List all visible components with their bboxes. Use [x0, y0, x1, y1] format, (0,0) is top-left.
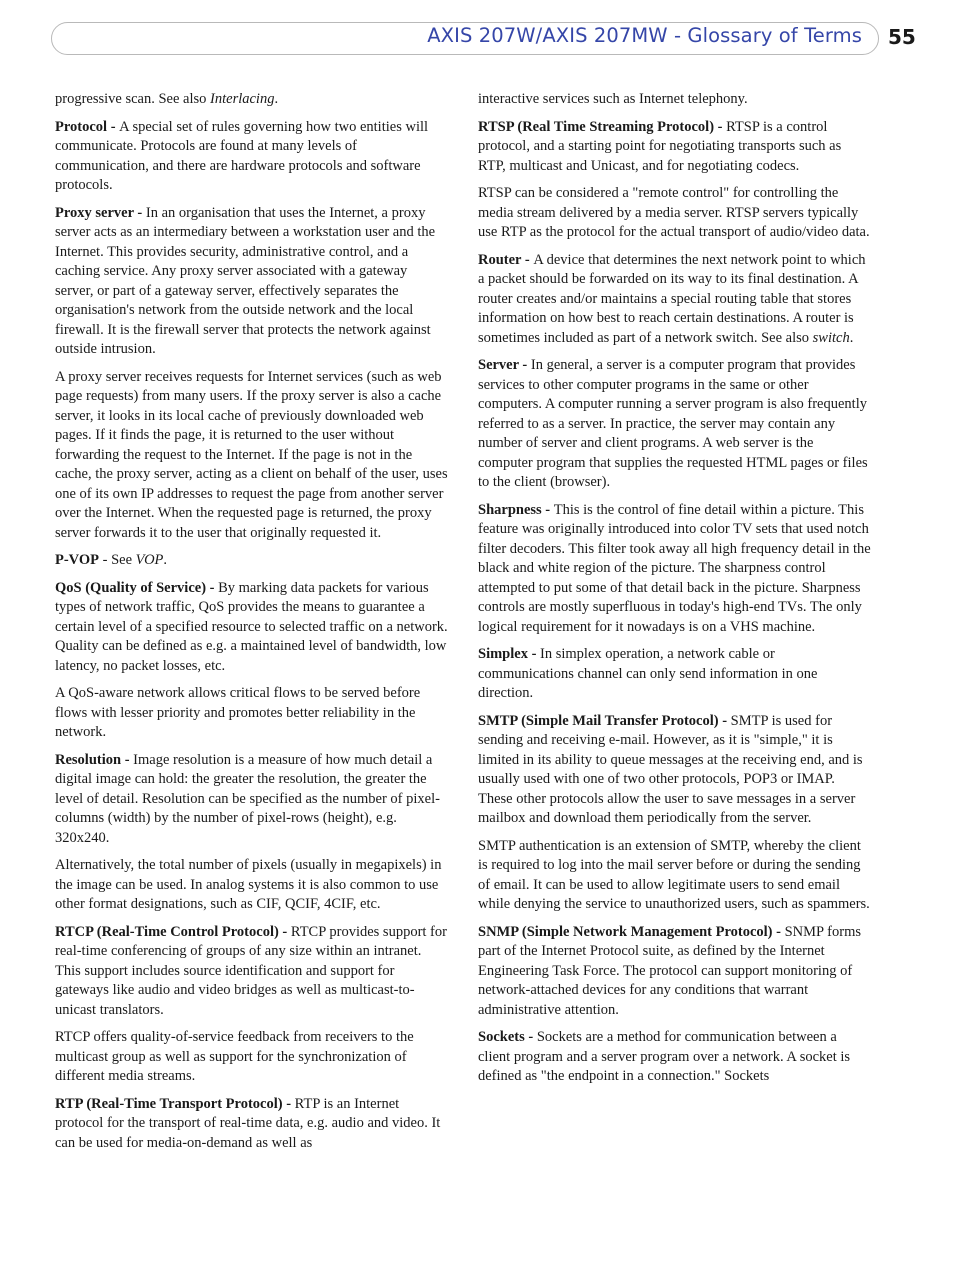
- term-sockets: Sockets -: [478, 1029, 537, 1045]
- term-qos: QoS (Quality of Service) -: [55, 579, 219, 596]
- term-snmp: SNMP (Simple Network Management Protocol) -: [478, 923, 785, 940]
- paragraph-smtp-2: SMTP authentication is an extension of SMTP, whereby the client is required to log into the mail server before or during the sending of email. It can be used to allow legitimate users to send email while denying the service to unauthorized users, such as spammers.: [478, 837, 870, 912]
- page-title: AXIS 207W/AXIS 207MW - Glossary of Terms: [427, 24, 862, 47]
- entry-protocol: Protocol - A special set of rules governing how two entities will communicate. Protocols are found at many levels of communication, and there are hardware protocols and software protocols.: [55, 118, 429, 193]
- entry-simplex: Simplex - In simplex operation, a network cable or communications channel can only send information in one direction.: [478, 646, 818, 701]
- paragraph-qos-2: A QoS-aware network allows critical flows to be served before flows with lesser priority and promotes better reliability in the network.: [55, 685, 421, 740]
- entry-server: Server - In general, a server is a computer program that provides services to other computer programs in the same or other computers. A computer running a server program is also frequently referred to as a server. In practice, the server may contain any number of server and client programs. A web server is the computer program that supplies the requested HTML pages or files to the client (browser).: [478, 357, 868, 490]
- paragraph-progressive-scan: progressive scan. See also Interlacing.: [55, 91, 279, 107]
- term-protocol: Protocol -: [55, 118, 120, 135]
- left-column: [55, 90, 448, 1161]
- entry-snmp: SNMP (Simple Network Management Protocol) - SNMP forms part of the Internet Protocol suite, as defined by the Internet Engineering Task Force. The protocol can support monitoring of network-attached devices for any conditions that warrant administrative attention.: [478, 923, 862, 1018]
- page-number: 55: [888, 25, 916, 49]
- entry-sockets: Sockets - Sockets are a method for communication between a client program and a server program over a network. A socket is defined as "the endpoint in a connection." Sockets: [478, 1029, 851, 1084]
- entry-resolution: Resolution - Image resolution is a measure of how much detail a digital image can hold: the greater the resolution, the greater the level of detail. Resolution can be specified as the number of pixel-columns (width) by the number of pixel-rows (height), e.g. 320x240.: [55, 751, 440, 846]
- entry-p-vop: P-VOP - See VOP.: [55, 552, 168, 568]
- term-simplex: Simplex -: [478, 646, 541, 662]
- paragraph-rtsp-2: RTSP can be considered a "remote control" for controlling the media stream delivered by a media server. RTSP servers typically use RTP as the protocol for the actual transport of audio/video data.: [478, 185, 870, 240]
- term-smtp: SMTP (Simple Mail Transfer Protocol) -: [478, 712, 731, 729]
- entry-rtsp: RTSP (Real Time Streaming Protocol) - RTSP is a control protocol, and a starting point for negotiating transports such as RTP, multicast and Unicast, and for negotiating codecs.: [478, 118, 842, 174]
- paragraph-proxy-server-2: A proxy server receives requests for Internet services (such as web page requests) from many users. If the proxy server is also a cache server, it looks in its local cache of previously downloaded web pages. If it finds the page, it is returned to the user without forwarding the request to the Internet. If the page is not in the cache, the proxy server, acting as a client on behalf of the user, uses one of its own IP addresses to request the page from another server over the Internet. When the requested page is returned, the proxy server forwards it to the user that originally requested it.: [55, 368, 448, 541]
- term-sharpness: Sharpness -: [478, 501, 554, 518]
- entry-proxy-server: Proxy server - In an organisation that uses the Internet, a proxy server acts as an intermediary between a workstation user and the Internet. This provides security, administrative control, and a caching service. Any proxy server associated with a gateway server, or part of a gateway server, effectively separates the organisation's network from the outside network and the local firewall. It is the firewall server that protects the network against outside intrusion.: [55, 204, 436, 357]
- entry-sharpness: Sharpness - This is the control of fine detail within a picture. This feature was originally introduced into color TV sets that used notch filter decoders. This filter took away all high frequency detail in the black and white region of the picture. The sharpness control attempted to put some of that detail back in the picture. Sharpness controls are mostly superfluous in today's high-end TVs. The only logical requirement for it nowadays is on a VHS machine.: [478, 501, 871, 635]
- vop-link: VOP: [135, 552, 164, 568]
- term-rtp: RTP (Real-Time Transport Protocol) -: [55, 1095, 295, 1112]
- term-proxy-server: Proxy server -: [55, 204, 146, 221]
- term-router: Router -: [478, 251, 534, 268]
- paragraph-resolution-2: Alternatively, the total number of pixels (usually in megapixels) in the image can be used. In analog systems it is also common to use other format designations, such as CIF, QCIF, 4CIF, etc.: [55, 857, 442, 912]
- entry-rtp: RTP (Real-Time Transport Protocol) - RTP is an Internet protocol for the transport of real-time data, e.g. audio and video. It can be used for media-on-demand as well as: [55, 1095, 441, 1151]
- switch-link: switch: [812, 329, 850, 346]
- term-rtsp: RTSP (Real Time Streaming Protocol) -: [478, 118, 727, 135]
- term-rtcp: RTCP (Real-Time Control Protocol) -: [55, 923, 291, 940]
- paragraph-interactive-services: interactive services such as Internet telephony.: [478, 91, 748, 107]
- interlacing-link: Interlacing: [210, 91, 275, 107]
- term-p-vop: P-VOP: [55, 552, 100, 568]
- entry-smtp: SMTP (Simple Mail Transfer Protocol) - SMTP is used for sending and receiving e-mail. However, as it is "simple," it is limited in its ability to queue messages at the receiving end, and is usually used with one of two other protocols, POP3 or IMAP. These other protocols allow the user to save messages in a server mailbox and download them periodically from the server.: [478, 712, 863, 826]
- entry-qos: QoS (Quality of Service) - By marking data packets for various types of network traffic, QoS provides the means to guarantee a certain level of a specified resource to selected traffic on a network. Quality can be defined as e.g. a maintained level of bandwidth, low latency, no packet losses, etc.: [55, 579, 448, 674]
- term-server: Server -: [478, 357, 531, 373]
- paragraph-rtcp-2: RTCP offers quality-of-service feedback from receivers to the multicast group as well as support for the synchronization of different media streams.: [55, 1029, 414, 1084]
- entry-rtcp: RTCP (Real-Time Control Protocol) - RTCP provides support for real-time conferencing of groups of any size within an intranet. This support includes source identification and support for gateways like audio and video bridges as well as multicast-to-unicast translators.: [55, 923, 447, 1018]
- right-column: [478, 90, 871, 1095]
- term-resolution: Resolution -: [55, 751, 134, 768]
- entry-router: Router - A device that determines the next network point to which a packet should be forwarded on its way to its final destination. A router creates and/or maintains a special routing table that stores information on how best to reach certain destinations. A router is sometimes included as part of a network switch. See also switch.: [478, 251, 866, 346]
